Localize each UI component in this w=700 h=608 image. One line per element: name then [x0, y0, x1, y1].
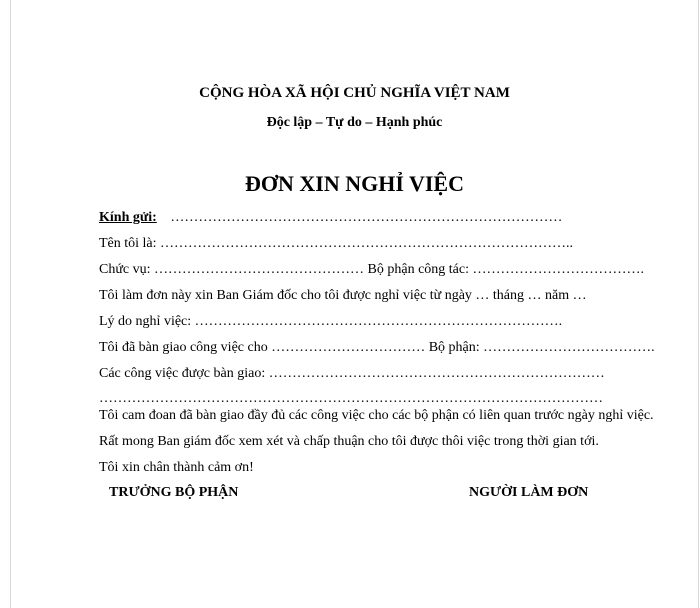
signature-applicant: NGƯỜI LÀM ĐƠN	[469, 485, 589, 500]
thanks-line: Tôi xin chân thành cảm ơn!	[99, 460, 254, 475]
handover-line	[99, 340, 655, 356]
handover-department-field: Bộ phận: ……………………………….	[428, 340, 655, 355]
request-line: Tôi làm đơn này xin Ban Giám đốc cho tôi được nghỉ việc từ ngày … tháng … năm …	[99, 288, 587, 303]
tasks-continued-line: ………………………………………………………………………………………………	[99, 391, 603, 406]
document-title: ĐƠN XIN NGHỈ VIỆC	[244, 171, 464, 196]
recipient-line	[99, 210, 562, 226]
position-field: Chức vụ: ………………………………………	[99, 262, 368, 277]
nation-heading: CỘNG HÒA XÃ HỘI CHỦ NGHĨA VIỆT NAM	[199, 85, 510, 101]
recipient-label: Kính gửi:	[99, 210, 157, 225]
recipient-blank: …………………………………………………………………………	[170, 210, 563, 225]
signature-department-head: TRƯỞNG BỘ PHẬN	[109, 485, 239, 500]
name-line: Tên tôi là: ……………………………………………………………………………..	[99, 236, 574, 251]
tasks-line: Các công việc được bàn giao: ………………………………………………………………	[99, 366, 605, 381]
position-line	[99, 262, 644, 278]
handover-recipient-field: Tôi đã bàn giao công việc cho ……………………………	[99, 340, 429, 355]
commitment-line: Tôi cam đoan đã bàn giao đầy đủ các công việc cho các bộ phận có liên quan trước ngày nghỉ việc.	[99, 408, 654, 423]
document-page	[10, 0, 699, 608]
hope-line: Rất mong Ban giám đốc xem xét và chấp thuận cho tôi được thôi việc trong thời gian tới.	[99, 434, 599, 449]
department-field: Bộ phận công tác: ……………………………….	[367, 262, 645, 277]
motto-heading: Độc lập – Tự do – Hạnh phúc	[266, 115, 443, 130]
reason-line: Lý do nghỉ việc: …………………………………………………………………….	[99, 314, 563, 329]
